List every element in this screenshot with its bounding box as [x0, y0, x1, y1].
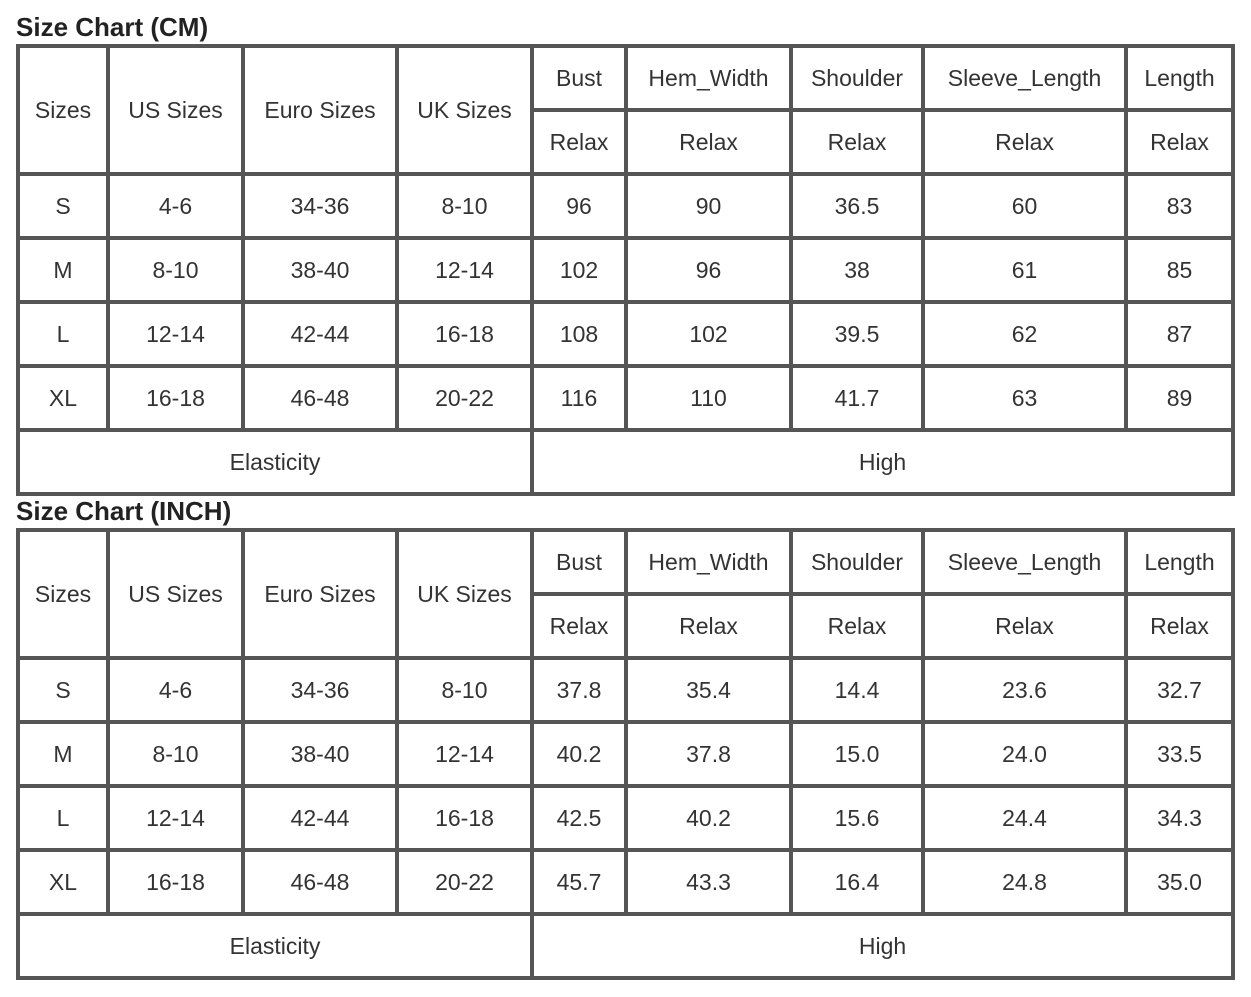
table-cell: 12-14 [397, 238, 532, 302]
table-cell: 24.8 [923, 850, 1126, 914]
elasticity-label: Elasticity [18, 430, 532, 494]
header-cell: US Sizes [108, 530, 243, 658]
header-cell: Sleeve_Length [923, 46, 1126, 110]
chart-title-inch: Size Chart (INCH) [16, 496, 232, 526]
table-cell: 40.2 [626, 786, 791, 850]
table-cell: 83 [1126, 174, 1233, 238]
table-cell: 8-10 [108, 238, 243, 302]
table-cell: 12-14 [108, 786, 243, 850]
table-cell: 24.4 [923, 786, 1126, 850]
table-cell: 63 [923, 366, 1126, 430]
table-cell: 35.4 [626, 658, 791, 722]
subheader-cell: Relax [532, 594, 626, 658]
table-cell: 23.6 [923, 658, 1126, 722]
table-cell: S [18, 658, 108, 722]
table-cell: XL [18, 366, 108, 430]
table-cell: 38 [791, 238, 923, 302]
table-cell: 42-44 [243, 786, 397, 850]
subheader-cell: Relax [923, 594, 1126, 658]
size-table-cm [16, 44, 1235, 496]
table-cell: 34-36 [243, 174, 397, 238]
table-cell: 110 [626, 366, 791, 430]
header-cell: Shoulder [791, 46, 923, 110]
subheader-cell: Relax [1126, 110, 1233, 174]
header-cell: Bust [532, 530, 626, 594]
table-row [18, 238, 1233, 302]
table-cell: 32.7 [1126, 658, 1233, 722]
table-cell: 41.7 [791, 366, 923, 430]
elasticity-value: High [532, 430, 1233, 494]
table-row [18, 850, 1233, 914]
elasticity-value: High [532, 914, 1233, 978]
table-cell: M [18, 722, 108, 786]
header-cell: Euro Sizes [243, 46, 397, 174]
table-cell: 35.0 [1126, 850, 1233, 914]
subheader-cell: Relax [923, 110, 1126, 174]
size-table-inch [16, 528, 1235, 980]
header-cell: Bust [532, 46, 626, 110]
table-cell: 90 [626, 174, 791, 238]
subheader-cell: Relax [532, 110, 626, 174]
table-cell: 20-22 [397, 366, 532, 430]
footer-row [18, 914, 1233, 978]
table-cell: 102 [532, 238, 626, 302]
table-cell: 4-6 [108, 658, 243, 722]
table-cell: XL [18, 850, 108, 914]
table-cell: 85 [1126, 238, 1233, 302]
table-cell: 62 [923, 302, 1126, 366]
table-row [18, 302, 1233, 366]
header-cell: Length [1126, 46, 1233, 110]
table-cell: 42-44 [243, 302, 397, 366]
table-cell: 14.4 [791, 658, 923, 722]
table-cell: 16-18 [397, 786, 532, 850]
table-cell: 36.5 [791, 174, 923, 238]
table-row [18, 786, 1233, 850]
table-cell: M [18, 238, 108, 302]
table-cell: 42.5 [532, 786, 626, 850]
table-cell: 87 [1126, 302, 1233, 366]
header-cell: Shoulder [791, 530, 923, 594]
table-cell: 96 [626, 238, 791, 302]
table-cell: 46-48 [243, 850, 397, 914]
table-cell: 46-48 [243, 366, 397, 430]
table-cell: 116 [532, 366, 626, 430]
table-cell: 37.8 [626, 722, 791, 786]
header-cell: US Sizes [108, 46, 243, 174]
chart-title-cm: Size Chart (CM) [16, 12, 209, 42]
table-cell: 102 [626, 302, 791, 366]
table-cell: 16-18 [108, 850, 243, 914]
table-cell: S [18, 174, 108, 238]
subheader-cell: Relax [791, 110, 923, 174]
table-cell: 40.2 [532, 722, 626, 786]
table-cell: 34.3 [1126, 786, 1233, 850]
header-cell: Hem_Width [626, 46, 791, 110]
header-cell: UK Sizes [397, 46, 532, 174]
table-cell: L [18, 786, 108, 850]
elasticity-label: Elasticity [18, 914, 532, 978]
table-cell: 4-6 [108, 174, 243, 238]
table-cell: 16-18 [397, 302, 532, 366]
header-row [18, 46, 1233, 110]
subheader-cell: Relax [626, 594, 791, 658]
table-cell: 43.3 [626, 850, 791, 914]
table-row [18, 658, 1233, 722]
table-cell: 39.5 [791, 302, 923, 366]
footer-row [18, 430, 1233, 494]
header-row [18, 530, 1233, 594]
table-cell: 38-40 [243, 722, 397, 786]
header-cell: Sleeve_Length [923, 530, 1126, 594]
table-cell: 12-14 [397, 722, 532, 786]
table-cell: 8-10 [397, 658, 532, 722]
subheader-cell: Relax [1126, 594, 1233, 658]
table-cell: 38-40 [243, 238, 397, 302]
subheader-cell: Relax [626, 110, 791, 174]
table-cell: 15.0 [791, 722, 923, 786]
table-cell: 89 [1126, 366, 1233, 430]
header-cell: Sizes [18, 530, 108, 658]
table-cell: 60 [923, 174, 1126, 238]
header-cell: UK Sizes [397, 530, 532, 658]
table-cell: 37.8 [532, 658, 626, 722]
header-cell: Euro Sizes [243, 530, 397, 658]
table-row [18, 722, 1233, 786]
table-cell: 8-10 [397, 174, 532, 238]
table-cell: 24.0 [923, 722, 1126, 786]
table-cell: 15.6 [791, 786, 923, 850]
table-cell: 61 [923, 238, 1126, 302]
table-cell: 16.4 [791, 850, 923, 914]
table-cell: 16-18 [108, 366, 243, 430]
table-cell: 45.7 [532, 850, 626, 914]
table-cell: L [18, 302, 108, 366]
subheader-cell: Relax [791, 594, 923, 658]
header-cell: Sizes [18, 46, 108, 174]
table-row [18, 366, 1233, 430]
table-cell: 20-22 [397, 850, 532, 914]
table-cell: 34-36 [243, 658, 397, 722]
table-cell: 108 [532, 302, 626, 366]
header-cell: Length [1126, 530, 1233, 594]
table-row [18, 174, 1233, 238]
header-cell: Hem_Width [626, 530, 791, 594]
table-cell: 12-14 [108, 302, 243, 366]
table-cell: 33.5 [1126, 722, 1233, 786]
table-cell: 96 [532, 174, 626, 238]
table-cell: 8-10 [108, 722, 243, 786]
